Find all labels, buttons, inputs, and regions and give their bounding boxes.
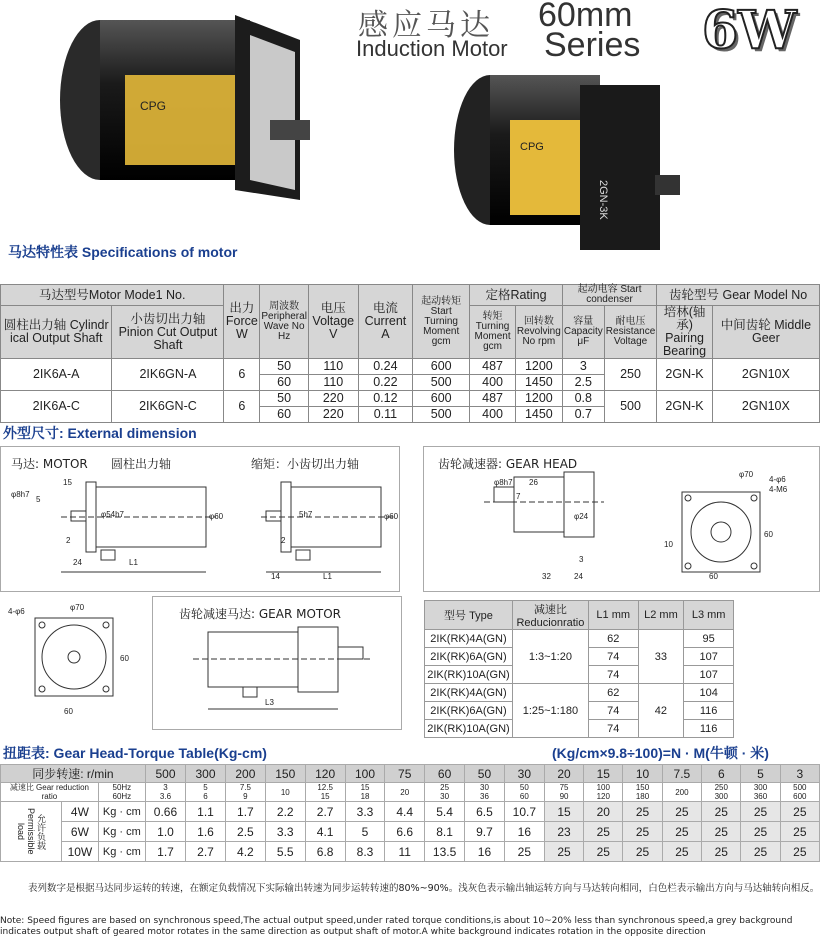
cell: 74 (588, 648, 638, 666)
torque-title: 扭距表: Gear Head-Torque Table(Kg-cm) (3, 745, 267, 761)
th-rev: 回转数 Revolving No rpm (515, 306, 562, 359)
th-curr: 电流 Current A (358, 285, 413, 359)
ratio-cell (544, 783, 583, 802)
cell: 2IK(RK)10A(GN) (425, 666, 513, 684)
load-cell: 23 (544, 822, 583, 842)
cell: 1200 (515, 391, 562, 407)
ratio-60: 9 (243, 792, 248, 801)
cell: 500 (413, 407, 470, 423)
load-cell: 25 (702, 822, 741, 842)
load-watt: 4W (62, 802, 99, 822)
cell: 2IK6GN-A (112, 359, 224, 391)
speed-cell: 100 (345, 765, 385, 783)
th-pair: 培林(轴承) Pairing Bearing (657, 306, 713, 359)
speed-cell: 5 (741, 765, 780, 783)
load-cell: 15 (544, 802, 583, 822)
speed-cell: 50 (465, 765, 505, 783)
cell: 1450 (515, 407, 562, 423)
ratio-50: 5 (203, 783, 208, 792)
torque-formula: (Kg/cm×9.8÷100)=N · M(牛顿 · 米) (552, 745, 769, 761)
spec-section-title: 马达特性表 Specifications of motor (8, 244, 238, 260)
cell: 1:3~1:20 (512, 630, 588, 684)
ratio-cell (345, 783, 385, 802)
cell: 400 (470, 407, 516, 423)
svg-text:L1: L1 (129, 558, 138, 567)
ratio-50: 10 (280, 787, 290, 797)
load-row (1, 842, 820, 862)
gearmotor-drawing (153, 597, 403, 731)
svg-text:7: 7 (516, 492, 521, 501)
svg-text:φ70: φ70 (70, 603, 85, 612)
cell: 0.7 (562, 407, 604, 423)
ratio-60: 180 (635, 792, 650, 801)
th-cond: 起动电容 Start condenser (562, 285, 656, 306)
ratio-cell (145, 783, 185, 802)
cyl-label: 圆柱出力轴 (111, 457, 172, 471)
speed-cell: 75 (385, 765, 425, 783)
svg-text:φ60: φ60 (384, 512, 399, 521)
note-en: Note: Speed figures are based on synchronous speed,The actual output speed,under rated torque conditions,is about 10~20% less than synchronous speed,a grey background indicates output shaft of geared motor rotates in the same direction as output shaft of motor.A white background indicates rotation in the opposite direction (0, 916, 793, 937)
table-row (1, 359, 820, 375)
load-cell: 25 (702, 842, 741, 862)
cell: 250 (604, 359, 656, 391)
svg-text:10: 10 (664, 540, 673, 549)
motor-photo (55, 0, 325, 225)
ratio-cell (265, 783, 305, 802)
load-cell: 25 (584, 822, 623, 842)
th-gear: 齿轮型号 Gear Model No (657, 285, 820, 306)
svg-text:4-M6: 4-M6 (769, 485, 788, 494)
cell: 62 (588, 630, 638, 648)
load-cell: 5.5 (265, 842, 305, 862)
svg-text:φ24: φ24 (574, 512, 589, 521)
th-model: 马达型号Motor Mode1 No. (1, 285, 224, 306)
cell: 1:25~1:180 (512, 684, 588, 738)
ratio-cell (425, 783, 465, 802)
title-size: 60mm (538, 0, 633, 34)
cell: 62 (588, 684, 638, 702)
svg-text:L3: L3 (265, 698, 274, 707)
svg-text:2: 2 (66, 536, 71, 545)
svg-text:L1: L1 (323, 572, 332, 581)
cell: 2IK(RK)6A(GN) (425, 648, 513, 666)
motor-drawing-panel (0, 446, 400, 592)
load-watt: 6W (62, 822, 99, 842)
load-cell: 4.1 (305, 822, 345, 842)
cell: 2IK6A-C (1, 391, 112, 423)
svg-text:φ60: φ60 (209, 512, 224, 521)
ratio-row (1, 783, 820, 802)
ratio-60: 15 (320, 792, 330, 801)
th-rtm: 转矩 Turning Moment gcm (470, 306, 516, 359)
cell: 50 (260, 391, 309, 407)
ratio-60: 18 (360, 792, 370, 801)
load-cell: 25 (780, 842, 819, 862)
load-cell: 16 (504, 822, 544, 842)
load-cell: 8.3 (345, 842, 385, 862)
load-cell: 25 (662, 822, 702, 842)
cell: 1450 (515, 375, 562, 391)
ratio-50: 7.5 (239, 783, 251, 792)
th-cap: 容量 Capacity μF (562, 306, 604, 359)
th-freq: 周波数 Peripheral Wave No Hz (260, 285, 309, 359)
load-unit: Kg · cm (98, 842, 145, 862)
speed-cell: 3 (780, 765, 819, 783)
ratio-50: 50 (519, 783, 529, 792)
ratio-cell (225, 783, 265, 802)
cell: 6 (224, 359, 260, 391)
th-pinion: 小齿切出力轴 Pinion Cut Output Shaft (112, 306, 224, 359)
cell: 2GN-K (657, 391, 713, 423)
th-rating: 定格Rating (470, 285, 563, 306)
cell: 74 (588, 720, 638, 738)
speed-label: 同步转速: r/min (1, 765, 146, 783)
load-cell: 25 (662, 842, 702, 862)
load-cell: 10.7 (504, 802, 544, 822)
load-cell: 4.2 (225, 842, 265, 862)
load-cell: 25 (741, 822, 780, 842)
cell: 2GN10X (712, 359, 819, 391)
ratio-50: 200 (675, 787, 689, 797)
cell: 220 (308, 407, 358, 423)
load-cell: 3.3 (265, 822, 305, 842)
cell: 0.8 (562, 391, 604, 407)
th-ratio: 减速比 Reducionratio (512, 601, 588, 630)
ratio-60: 90 (559, 792, 569, 801)
gearhead-model-text: 2GN-3K (597, 180, 609, 220)
ratio-60: 360 (753, 792, 768, 801)
load-row (1, 802, 820, 822)
th-l3: L3 mm (684, 601, 734, 630)
hz50: 50Hz (112, 783, 132, 792)
load-cell: 3.3 (345, 802, 385, 822)
th-volt: 电压 Voltage V (308, 285, 358, 359)
load-cell: 1.1 (186, 802, 226, 822)
motor-drawing (1, 447, 401, 593)
title-en: Induction Motor (356, 36, 508, 61)
load-cell: 25 (504, 842, 544, 862)
load-cell: 5.4 (425, 802, 465, 822)
load-cell: 1.7 (145, 842, 185, 862)
cell: 2IK6GN-C (112, 391, 224, 423)
label-text-right: CPG (520, 141, 544, 153)
load-cell: 1.6 (186, 822, 226, 842)
torque-table (0, 764, 820, 862)
svg-text:4-φ6: 4-φ6 (8, 607, 25, 616)
ratio-cell (702, 783, 741, 802)
gearmotor-label: 齿轮减速马达: GEAR MOTOR (179, 607, 342, 621)
title-power: 6W (702, 0, 797, 61)
cell: 107 (684, 648, 734, 666)
th-l2: L2 mm (638, 601, 684, 630)
svg-text:φ70: φ70 (739, 470, 754, 479)
load-cell: 25 (780, 802, 819, 822)
load-cell: 2.2 (265, 802, 305, 822)
cell: 2.5 (562, 375, 604, 391)
load-cell: 25 (544, 842, 583, 862)
ratio-50: 250 (714, 783, 728, 792)
load-cell: 4.4 (385, 802, 425, 822)
ratio-label: 减速比 Gear reduction ratio (1, 783, 99, 802)
cell: 2IK(RK)6A(GN) (425, 702, 513, 720)
ratio-cell (305, 783, 345, 802)
ratio-cell (584, 783, 623, 802)
cell: 42 (638, 684, 684, 738)
load-cell: 2.7 (186, 842, 226, 862)
hz60: 60Hz (112, 792, 132, 801)
ratio-cell (385, 783, 425, 802)
dimension-table (424, 600, 734, 738)
ext-section-title: 外型尺寸: External dimension (3, 425, 197, 441)
cell: 95 (684, 630, 734, 648)
load-cell: 25 (741, 802, 780, 822)
cell: 110 (308, 375, 358, 391)
load-cell: 25 (623, 802, 662, 822)
ratio-cell (504, 783, 544, 802)
cell: 400 (470, 375, 516, 391)
speed-cell: 15 (584, 765, 623, 783)
cell: 2GN-K (657, 359, 713, 391)
ratio-60: 120 (596, 792, 610, 801)
ratio-60: 300 (714, 792, 728, 801)
cell: 487 (470, 391, 516, 407)
pinion-label: 缩矩：小齿切出力轴 (251, 457, 360, 471)
th-mid: 中间齿轮 Middle Geer (712, 306, 819, 359)
ratio-60: 60 (519, 792, 529, 801)
cell: 6 (224, 391, 260, 423)
speed-cell: 10 (623, 765, 662, 783)
speed-cell: 150 (265, 765, 305, 783)
ratio-50: 20 (400, 787, 410, 797)
gearhead-drawing (424, 447, 820, 593)
cell: 500 (604, 391, 656, 423)
ratio-50: 30 (480, 783, 489, 792)
table-row (425, 684, 734, 702)
load-row (1, 822, 820, 842)
gearhead-label: 齿轮减速器: GEAR HEAD (438, 457, 578, 471)
cell: 0.24 (358, 359, 413, 375)
svg-text:5h7: 5h7 (299, 510, 313, 519)
svg-text:3: 3 (579, 555, 584, 564)
svg-text:5: 5 (36, 495, 41, 504)
load-cell: 20 (584, 802, 623, 822)
svg-text:32: 32 (542, 572, 551, 581)
th-start: 起动转矩 Start Turning Moment gcm (413, 285, 470, 359)
speed-cell: 7.5 (662, 765, 702, 783)
load-unit: Kg · cm (98, 802, 145, 822)
cell: 2IK6A-A (1, 359, 112, 391)
load-side-label: 允许负载 Permissible load (1, 802, 62, 862)
table-row (425, 630, 734, 648)
cell: 33 (638, 630, 684, 684)
load-cell: 11 (385, 842, 425, 862)
cell: 2IK(RK)10A(GN) (425, 720, 513, 738)
ratio-50: 100 (596, 783, 610, 792)
load-cell: 0.66 (145, 802, 185, 822)
ratio-cell (465, 783, 505, 802)
ratio-cell (662, 783, 702, 802)
table-row (1, 391, 820, 407)
speed-cell: 300 (186, 765, 226, 783)
svg-text:4-φ6: 4-φ6 (769, 475, 786, 484)
svg-text:15: 15 (63, 478, 72, 487)
speed-cell: 60 (425, 765, 465, 783)
cell: 116 (684, 720, 734, 738)
ratio-cell (741, 783, 780, 802)
cell: 500 (413, 375, 470, 391)
gearhead-drawing-panel (423, 446, 820, 592)
ratio-50: 15 (360, 783, 370, 792)
ratio-50: 150 (635, 783, 650, 792)
title-cn: 感应马达 (358, 8, 494, 43)
gearmotor-photo (450, 60, 680, 260)
ratio-cell (623, 783, 662, 802)
cell: 0.12 (358, 391, 413, 407)
hz-cell (98, 783, 145, 802)
load-cell: 25 (662, 802, 702, 822)
cell: 74 (588, 666, 638, 684)
load-cell: 9.7 (465, 822, 505, 842)
svg-text:24: 24 (574, 572, 583, 581)
th-force: 出力 Force W (224, 285, 260, 359)
cell: 600 (413, 391, 470, 407)
title-series: Series (544, 26, 641, 64)
speed-cell: 120 (305, 765, 345, 783)
cell: 107 (684, 666, 734, 684)
svg-text:φ54h7: φ54h7 (101, 510, 124, 519)
load-cell: 25 (780, 822, 819, 842)
motor-label: 马达: MOTOR (11, 457, 88, 471)
load-cell: 2.7 (305, 802, 345, 822)
cell: 0.11 (358, 407, 413, 423)
gearmotor-drawing-panel (152, 596, 402, 730)
cell: 74 (588, 702, 638, 720)
speed-cell: 200 (225, 765, 265, 783)
ratio-50: 12.5 (317, 783, 333, 792)
svg-text:60: 60 (64, 707, 73, 716)
cell: 116 (684, 702, 734, 720)
load-cell: 25 (584, 842, 623, 862)
cell: 1200 (515, 359, 562, 375)
load-cell: 25 (623, 842, 662, 862)
load-cell: 1.0 (145, 822, 185, 842)
svg-text:14: 14 (271, 572, 280, 581)
th-type: 型号 Type (425, 601, 513, 630)
th-l1: L1 mm (588, 601, 638, 630)
cell: 60 (260, 407, 309, 423)
load-cell: 8.1 (425, 822, 465, 842)
cell: 600 (413, 359, 470, 375)
cell: 220 (308, 391, 358, 407)
load-cell: 1.7 (225, 802, 265, 822)
load-cell: 6.6 (385, 822, 425, 842)
label-text-left: CPG (140, 99, 167, 113)
speed-cell: 30 (504, 765, 544, 783)
load-cell: 2.5 (225, 822, 265, 842)
cell: 50 (260, 359, 309, 375)
svg-text:24: 24 (73, 558, 82, 567)
speed-cell: 500 (145, 765, 185, 783)
ratio-60: 30 (440, 792, 450, 801)
ratio-60: 6 (203, 792, 208, 801)
cell: 487 (470, 359, 516, 375)
ratio-60: 600 (793, 792, 807, 801)
ratio-50: 3 (163, 783, 168, 792)
svg-text:2: 2 (281, 536, 286, 545)
load-cell: 6.5 (465, 802, 505, 822)
cell: 110 (308, 359, 358, 375)
cell: 104 (684, 684, 734, 702)
load-unit: Kg · cm (98, 822, 145, 842)
load-cell: 5 (345, 822, 385, 842)
th-res: 耐电压 Resistance Voltage (604, 306, 656, 359)
svg-text:φ8h7: φ8h7 (494, 478, 513, 487)
cell: 60 (260, 375, 309, 391)
note-cn: 表列数字是根据马达同步运转的转速，在额定负载情况下实际输出转速为同步运转转速的80%~90%。浅灰色表示输出轴运转方向与马达转向相同，白色栏表示输出方向与马达轴转向相反。 (28, 883, 820, 894)
cell: 2GN10X (712, 391, 819, 423)
speed-row (1, 765, 820, 783)
ratio-50: 500 (793, 783, 807, 792)
svg-text:60: 60 (709, 572, 718, 581)
speed-cell: 20 (544, 765, 583, 783)
svg-text:26: 26 (529, 478, 538, 487)
load-cell: 16 (465, 842, 505, 862)
ratio-60: 3.6 (159, 792, 172, 801)
load-cell: 25 (702, 802, 741, 822)
ratio-cell (186, 783, 226, 802)
ratio-60: 36 (480, 792, 489, 801)
cell: 3 (562, 359, 604, 375)
load-cell: 13.5 (425, 842, 465, 862)
cell: 2IK(RK)4A(GN) (425, 684, 513, 702)
ratio-50: 75 (559, 783, 569, 792)
load-cell: 6.8 (305, 842, 345, 862)
cell: 0.22 (358, 375, 413, 391)
ratio-50: 300 (753, 783, 768, 792)
speed-cell: 6 (702, 765, 741, 783)
spec-table (0, 284, 820, 423)
load-watt: 10W (62, 842, 99, 862)
front-view-drawing (0, 596, 150, 730)
load-cell: 25 (741, 842, 780, 862)
load-cell: 25 (623, 822, 662, 842)
ratio-cell (780, 783, 819, 802)
svg-text:60: 60 (120, 654, 129, 663)
ratio-50: 25 (440, 783, 450, 792)
svg-text:60: 60 (764, 530, 773, 539)
cell: 2IK(RK)4A(GN) (425, 630, 513, 648)
th-cyl: 圆柱出力轴 Cylindr ical Output Shaft (1, 306, 112, 359)
svg-text:φ8h7: φ8h7 (11, 490, 30, 499)
